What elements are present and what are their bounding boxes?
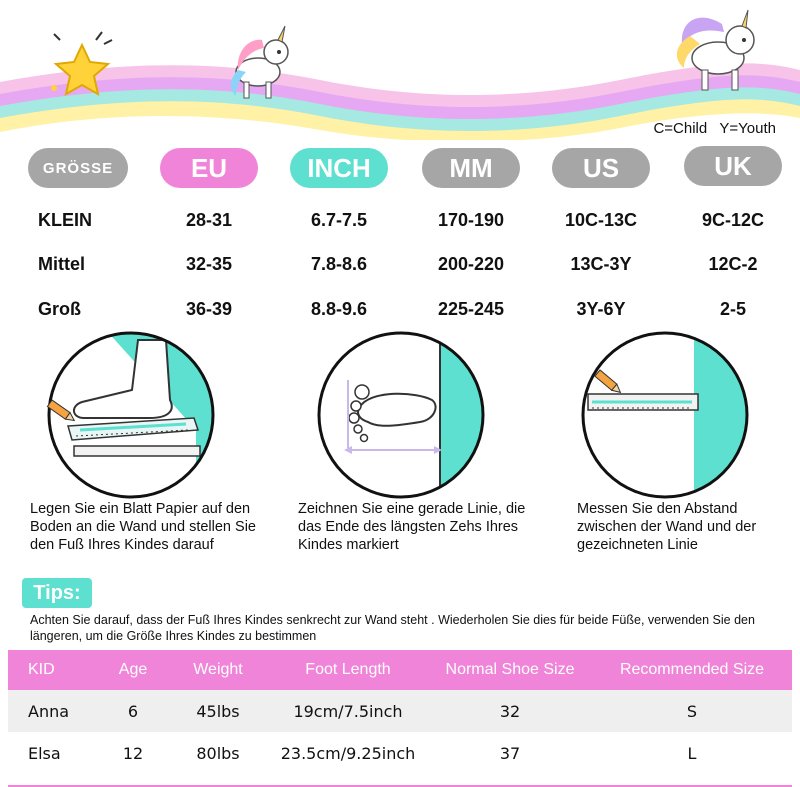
kid-weight: 45lbs — [168, 690, 268, 732]
tips-badge: Tips: — [22, 578, 92, 608]
size-cell-eu: 28-31 — [185, 210, 233, 230]
column-header: Age — [98, 650, 168, 690]
size-cell-uk: 12C-2 — [708, 254, 758, 274]
child-legend: C=Child — [653, 120, 708, 137]
kid-normal-size: 32 — [428, 690, 592, 732]
tips-text: Achten Sie darauf, dass der Fuß Ihres Kindes senkrecht zur Wand steht . Wiederholen Sie dies für beide Füße, verwenden Sie den längeren, um die Größe Ihres Kindes zu bestimmen — [30, 613, 755, 643]
kid-weight: 80lbs — [168, 732, 268, 774]
table-row — [8, 732, 792, 774]
header-us: US — [552, 148, 650, 188]
size-cell-mm: 200-220 — [437, 254, 505, 274]
column-header: Normal Shoe Size — [428, 650, 592, 690]
size-cell-uk: 9C-12C — [701, 210, 765, 230]
header-groesse: GRÖSSE — [28, 148, 128, 188]
table-header-row — [8, 650, 792, 690]
column-header: Weight — [168, 650, 268, 690]
foot-on-paper-icon — [46, 330, 216, 500]
size-cell-us: 10C-13C — [564, 210, 638, 230]
header-uk: UK — [684, 146, 782, 186]
column-header: KID — [8, 650, 98, 690]
kid-name: Anna — [8, 690, 98, 732]
size-cell-us: 13C-3Y — [570, 254, 632, 274]
column-header: Foot Length — [268, 650, 428, 690]
header-eu: EU — [160, 148, 258, 188]
kid-normal-size: 37 — [428, 732, 592, 774]
size-cell-eu: 36-39 — [185, 299, 233, 319]
kid-foot-length: 23.5cm/9.25inch — [268, 732, 428, 774]
size-cell-inch: 6.7-7.5 — [310, 210, 368, 230]
step-2-caption: Zeichnen Sie eine gerade Linie, die das Ende des längsten Zehs Ihres Kindes markiert — [298, 501, 526, 553]
table-row — [8, 690, 792, 732]
size-row-label: KLEIN — [38, 210, 92, 230]
size-cell-uk: 2-5 — [719, 299, 746, 319]
example-size-table — [8, 650, 792, 774]
kid-age: 6 — [98, 690, 168, 732]
size-cell-inch: 7.8-8.6 — [310, 254, 368, 274]
step-3-caption: Messen Sie den Abstand zwischen der Wand und der gezeichneten Linie — [577, 501, 757, 553]
kid-name: Elsa — [8, 732, 98, 774]
youth-legend: Y=Youth — [719, 120, 776, 137]
size-cell-inch: 8.8-9.6 — [310, 299, 368, 319]
kid-age: 12 — [98, 732, 168, 774]
ruler-measure-icon — [580, 330, 750, 500]
size-legend-note — [645, 120, 776, 137]
footprint-measure-icon — [316, 330, 486, 500]
header-inch: INCH — [290, 148, 388, 188]
size-cell-mm: 170-190 — [437, 210, 505, 230]
size-row-label: Mittel — [38, 254, 85, 274]
kid-recommended-size: L — [592, 732, 792, 774]
size-cell-us: 3Y-6Y — [576, 299, 626, 319]
kid-foot-length: 19cm/7.5inch — [268, 690, 428, 732]
column-header: Recommended Size — [592, 650, 792, 690]
step-1-caption: Legen Sie ein Blatt Papier auf den Boden an die Wand und stellen Sie den Fuß Ihres Kindes darauf — [30, 501, 256, 553]
rainbow-banner — [0, 0, 800, 140]
size-cell-eu: 32-35 — [185, 254, 233, 274]
kid-recommended-size: S — [592, 690, 792, 732]
size-row-label: Groß — [38, 299, 81, 319]
header-mm: MM — [422, 148, 520, 188]
size-cell-mm: 225-245 — [437, 299, 505, 319]
